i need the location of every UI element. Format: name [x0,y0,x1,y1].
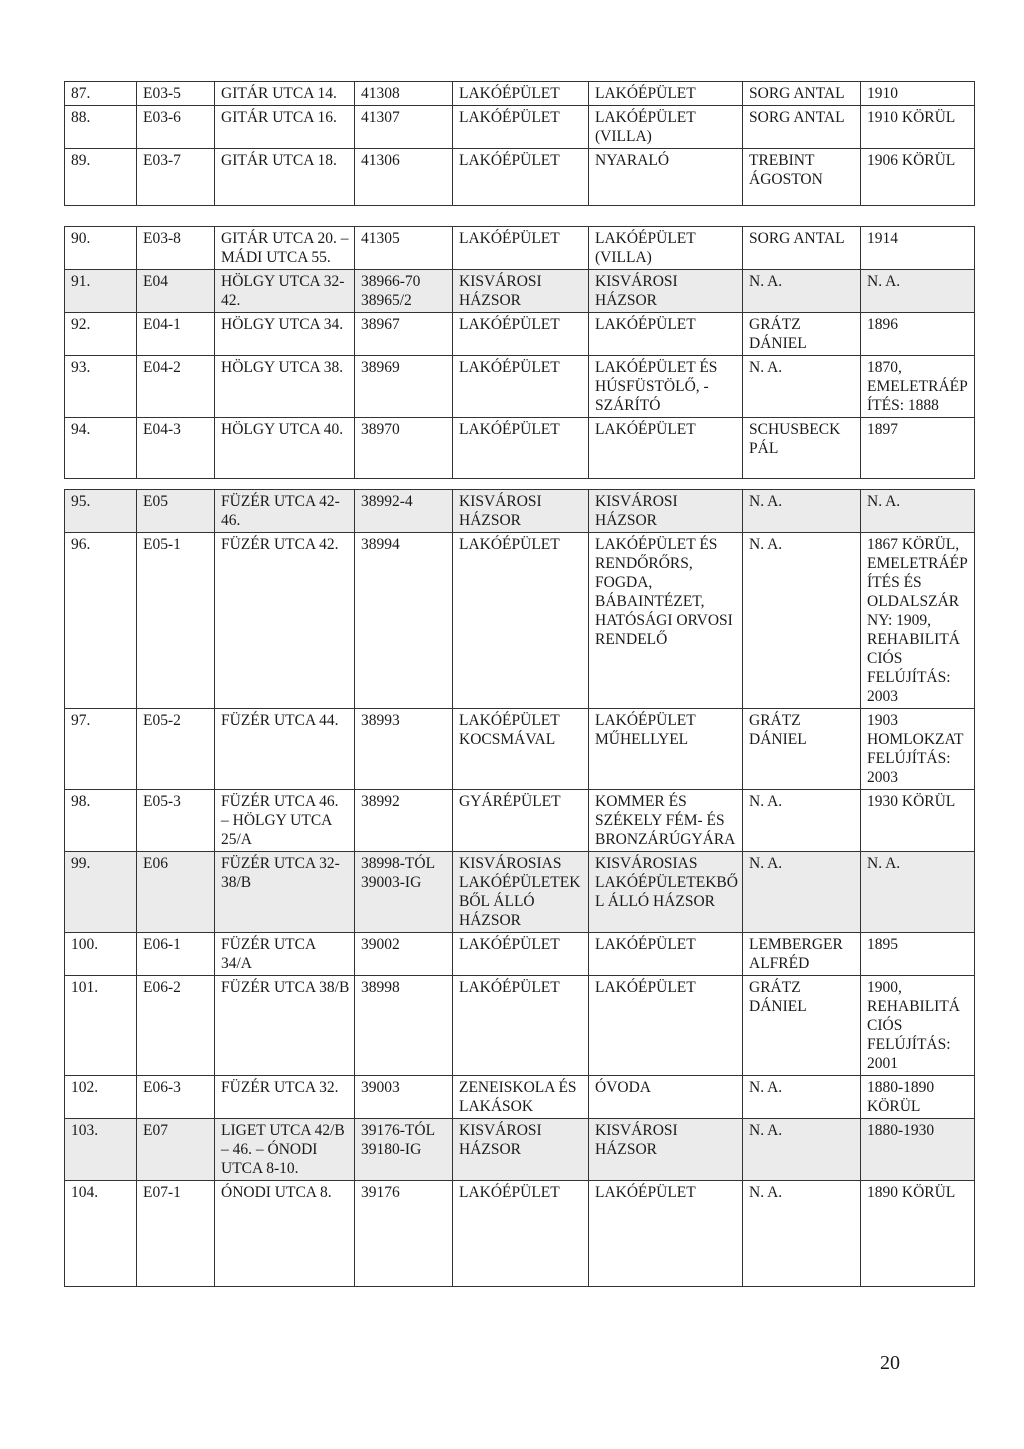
cell-current-use: LAKÓÉPÜLET [589,933,743,976]
cell-date: 1903 HOMLOKZAT FELÚJÍTÁS: 2003 [861,709,975,790]
table-row [65,790,975,852]
cell-row-number: 100. [65,933,137,976]
cell-address: FÜZÉR UTCA 32. [215,1076,355,1119]
cell-date: 1890 KÖRÜL [861,1181,975,1287]
table-row [65,1119,975,1181]
cell-date: 1870, EMELETRÁÉPÍTÉS: 1888 [861,356,975,418]
cell-designer: N. A. [743,790,861,852]
cell-designer: SORG ANTAL [743,106,861,149]
cell-original-use: LAKÓÉPÜLET [453,227,589,270]
cell-date: 1910 [861,82,975,106]
cell-date: 1880-1890 KÖRÜL [861,1076,975,1119]
register-table-3 [64,489,975,1287]
cell-address: ÓNODI UTCA 8. [215,1181,355,1287]
cell-code: E06-2 [137,976,215,1076]
cell-current-use: LAKÓÉPÜLET [589,1181,743,1287]
cell-current-use: LAKÓÉPÜLET (VILLA) [589,106,743,149]
cell-original-use: LAKÓÉPÜLET [453,313,589,356]
cell-original-use: LAKÓÉPÜLET [453,933,589,976]
cell-designer: TREBINT ÁGOSTON [743,149,861,206]
cell-address: HÖLGY UTCA 32-42. [215,270,355,313]
cell-original-use: KISVÁROSI HÁZSOR [453,490,589,533]
cell-original-use: LAKÓÉPÜLET [453,533,589,709]
cell-current-use: KISVÁROSI HÁZSOR [589,270,743,313]
cell-designer: N. A. [743,1119,861,1181]
cell-address: FÜZÉR UTCA 32-38/B [215,852,355,933]
cell-lot-number: 38998 [355,976,453,1076]
cell-date: 1895 [861,933,975,976]
cell-current-use: KOMMER ÉS SZÉKELY FÉM- ÉS BRONZÁRÚGYÁRA [589,790,743,852]
cell-address: HÖLGY UTCA 34. [215,313,355,356]
cell-date: N. A. [861,852,975,933]
cell-code: E07 [137,1119,215,1181]
cell-address: GITÁR UTCA 20. – MÁDI UTCA 55. [215,227,355,270]
cell-address: FÜZÉR UTCA 42-46. [215,490,355,533]
table-row [65,1181,975,1287]
table-row [65,933,975,976]
cell-lot-number: 38992 [355,790,453,852]
cell-current-use: LAKÓÉPÜLET [589,82,743,106]
cell-lot-number: 38967 [355,313,453,356]
cell-original-use: ZENEISKOLA ÉS LAKÁSOK [453,1076,589,1119]
cell-current-use: LAKÓÉPÜLET MŰHELLYEL [589,709,743,790]
cell-address: FÜZÉR UTCA 44. [215,709,355,790]
cell-row-number: 104. [65,1181,137,1287]
cell-code: E04-1 [137,313,215,356]
cell-address: HÖLGY UTCA 38. [215,356,355,418]
cell-original-use: LAKÓÉPÜLET [453,976,589,1076]
cell-current-use: KISVÁROSI HÁZSOR [589,1119,743,1181]
cell-original-use: LAKÓÉPÜLET [453,82,589,106]
cell-designer: N. A. [743,533,861,709]
cell-address: HÖLGY UTCA 40. [215,418,355,479]
cell-row-number: 88. [65,106,137,149]
cell-address: FÜZÉR UTCA 34/A [215,933,355,976]
cell-lot-number: 38993 [355,709,453,790]
cell-row-number: 102. [65,1076,137,1119]
cell-row-number: 91. [65,270,137,313]
cell-date: 1900, REHABILITÁCIÓS FELÚJÍTÁS: 2001 [861,976,975,1076]
cell-lot-number: 38992-4 [355,490,453,533]
cell-designer: N. A. [743,490,861,533]
cell-original-use: KISVÁROSI HÁZSOR [453,270,589,313]
cell-lot-number: 39176-TÓL 39180-IG [355,1119,453,1181]
cell-current-use: LAKÓÉPÜLET [589,418,743,479]
cell-lot-number: 38998-TÓL 39003-IG [355,852,453,933]
cell-current-use: NYARALÓ [589,149,743,206]
cell-code: E03-7 [137,149,215,206]
register-table-2 [64,226,975,479]
cell-row-number: 87. [65,82,137,106]
cell-date: 1914 [861,227,975,270]
cell-row-number: 99. [65,852,137,933]
cell-original-use: KISVÁROSI HÁZSOR [453,1119,589,1181]
cell-designer: N. A. [743,270,861,313]
register-table-1 [64,81,975,206]
cell-code: E04-2 [137,356,215,418]
cell-designer: GRÁTZ DÁNIEL [743,709,861,790]
cell-code: E06-3 [137,1076,215,1119]
cell-date: N. A. [861,490,975,533]
cell-lot-number: 38994 [355,533,453,709]
cell-code: E05-1 [137,533,215,709]
cell-row-number: 90. [65,227,137,270]
cell-date: 1930 KÖRÜL [861,790,975,852]
cell-row-number: 94. [65,418,137,479]
cell-row-number: 97. [65,709,137,790]
cell-code: E04 [137,270,215,313]
cell-designer: GRÁTZ DÁNIEL [743,976,861,1076]
table-row [65,1076,975,1119]
cell-address: GITÁR UTCA 14. [215,82,355,106]
cell-lot-number: 39003 [355,1076,453,1119]
cell-original-use: LAKÓÉPÜLET [453,1181,589,1287]
cell-lot-number: 38970 [355,418,453,479]
table-row [65,976,975,1076]
cell-original-use: LAKÓÉPÜLET [453,149,589,206]
cell-code: E06 [137,852,215,933]
table-row [65,418,975,479]
cell-lot-number: 41308 [355,82,453,106]
cell-row-number: 95. [65,490,137,533]
cell-address: FÜZÉR UTCA 38/B [215,976,355,1076]
cell-current-use: ÓVODA [589,1076,743,1119]
cell-current-use: KISVÁROSIAS LAKÓÉPÜLETEKBŐL ÁLLÓ HÁZSOR [589,852,743,933]
page-number: 20 [880,1352,900,1374]
cell-date: 1880-1930 [861,1119,975,1181]
cell-designer: GRÁTZ DÁNIEL [743,313,861,356]
cell-lot-number: 39176 [355,1181,453,1287]
cell-row-number: 98. [65,790,137,852]
cell-current-use: LAKÓÉPÜLET (VILLA) [589,227,743,270]
cell-code: E04-3 [137,418,215,479]
cell-current-use: KISVÁROSI HÁZSOR [589,490,743,533]
cell-row-number: 93. [65,356,137,418]
cell-address: FÜZÉR UTCA 46. – HÖLGY UTCA 25/A [215,790,355,852]
cell-code: E03-5 [137,82,215,106]
cell-lot-number: 38966-70 38965/2 [355,270,453,313]
cell-code: E03-6 [137,106,215,149]
table-row [65,709,975,790]
cell-row-number: 96. [65,533,137,709]
cell-lot-number: 38969 [355,356,453,418]
cell-current-use: LAKÓÉPÜLET [589,313,743,356]
cell-designer: SORG ANTAL [743,82,861,106]
cell-original-use: KISVÁROSIAS LAKÓÉPÜLETEKBŐL ÁLLÓ HÁZSOR [453,852,589,933]
table-row [65,490,975,533]
cell-date: 1910 KÖRÜL [861,106,975,149]
cell-lot-number: 41307 [355,106,453,149]
table-row [65,852,975,933]
cell-date: N. A. [861,270,975,313]
cell-code: E05 [137,490,215,533]
cell-date: 1897 [861,418,975,479]
cell-address: LIGET UTCA 42/B – 46. – ÓNODI UTCA 8-10. [215,1119,355,1181]
cell-current-use: LAKÓÉPÜLET [589,976,743,1076]
cell-lot-number: 39002 [355,933,453,976]
cell-code: E05-2 [137,709,215,790]
cell-designer: SORG ANTAL [743,227,861,270]
cell-address: FÜZÉR UTCA 42. [215,533,355,709]
cell-row-number: 103. [65,1119,137,1181]
cell-code: E05-3 [137,790,215,852]
table-row [65,149,975,206]
cell-date: 1896 [861,313,975,356]
table-row [65,356,975,418]
cell-date: 1906 KÖRÜL [861,149,975,206]
cell-designer: N. A. [743,1076,861,1119]
cell-designer: SCHUSBECK PÁL [743,418,861,479]
cell-address: GITÁR UTCA 18. [215,149,355,206]
cell-code: E06-1 [137,933,215,976]
cell-designer: N. A. [743,1181,861,1287]
cell-code: E03-8 [137,227,215,270]
cell-original-use: GYÁRÉPÜLET [453,790,589,852]
cell-date: 1867 KÖRÜL, EMELETRÁÉPÍTÉS ÉS OLDALSZÁRNY: 1909, REHABILITÁCIÓS FELÚJÍTÁS: 2003 [861,533,975,709]
cell-original-use: LAKÓÉPÜLET KOCSMÁVAL [453,709,589,790]
table-row [65,270,975,313]
cell-lot-number: 41305 [355,227,453,270]
cell-designer: LEMBERGER ALFRÉD [743,933,861,976]
cell-lot-number: 41306 [355,149,453,206]
cell-original-use: LAKÓÉPÜLET [453,106,589,149]
table-row [65,82,975,106]
cell-row-number: 92. [65,313,137,356]
table-row [65,313,975,356]
cell-designer: N. A. [743,852,861,933]
cell-current-use: LAKÓÉPÜLET ÉS HÚSFÜSTÖLŐ, -SZÁRÍTÓ [589,356,743,418]
cell-designer: N. A. [743,356,861,418]
cell-current-use: LAKÓÉPÜLET ÉS RENDŐRŐRS, FOGDA, BÁBAINTÉZET, HATÓSÁGI ORVOSI RENDELŐ [589,533,743,709]
cell-original-use: LAKÓÉPÜLET [453,418,589,479]
table-row [65,106,975,149]
table-row [65,533,975,709]
cell-row-number: 89. [65,149,137,206]
cell-code: E07-1 [137,1181,215,1287]
cell-original-use: LAKÓÉPÜLET [453,356,589,418]
cell-address: GITÁR UTCA 16. [215,106,355,149]
cell-row-number: 101. [65,976,137,1076]
table-row [65,227,975,270]
